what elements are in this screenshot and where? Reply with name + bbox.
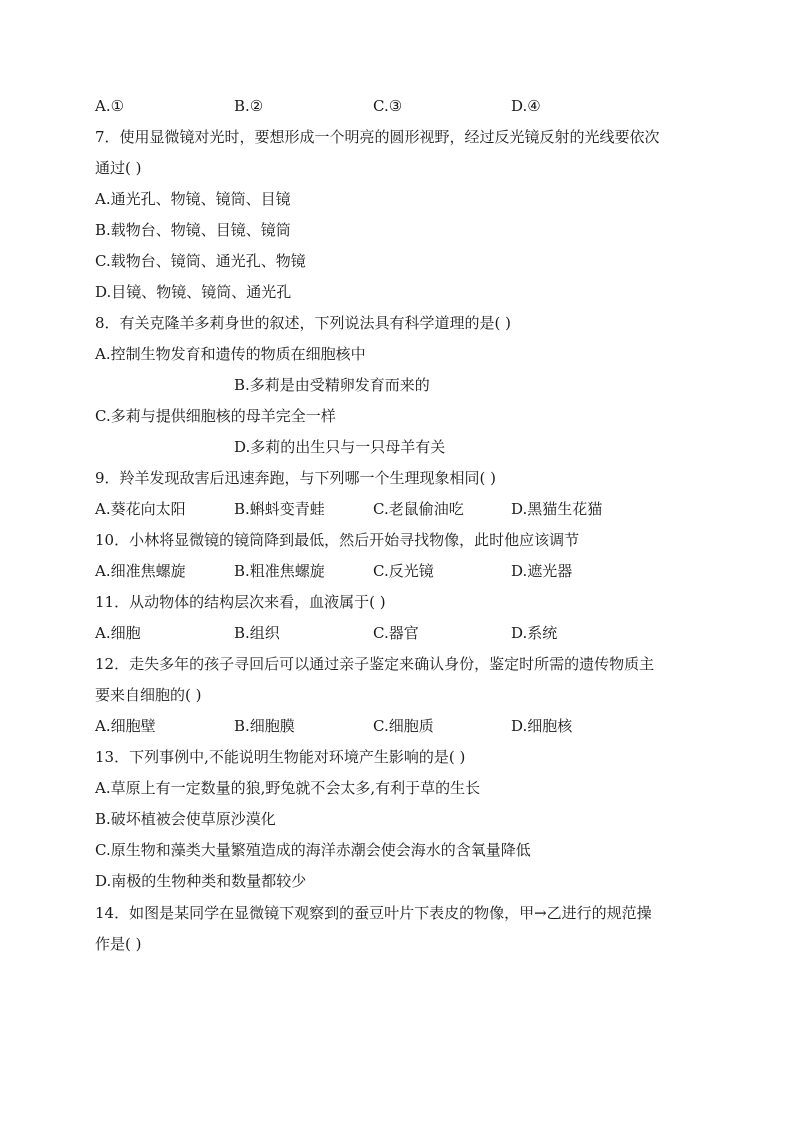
q10-stem: 10．小林将显微镜的镜筒降到最低，然后开始寻找物像，此时他应该调节	[95, 531, 580, 549]
q12-option-c: C.细胞质	[373, 717, 434, 735]
q9-option-c: C.老鼠偷油吃	[373, 500, 464, 518]
q11-option-b: B.组织	[234, 624, 280, 642]
q13-option-d: D.南极的生物种类和数量都较少	[95, 872, 307, 890]
q14-stem-line2: 作是( )	[95, 935, 142, 953]
q13-option-a: A.草原上有一定数量的狼,野兔就不会太多,有利于草的生长	[95, 779, 481, 797]
q13-stem: 13．下列事例中,不能说明生物能对环境产生影响的是( )	[95, 748, 466, 766]
q7-stem-line2: 通过( )	[95, 159, 142, 177]
q10-option-c: C.反光镜	[373, 562, 434, 580]
q8-option-a: A.控制生物发育和遗传的物质在细胞核中	[95, 345, 366, 363]
q9-option-b: B.蝌蚪变青蛙	[234, 500, 325, 518]
q9-stem: 9．羚羊发现敌害后迅速奔跑，与下列哪一个生理现象相同( )	[95, 469, 497, 487]
q8-option-b: B.多莉是由受精卵发育而来的	[234, 376, 430, 394]
q6-option-d: D.④	[511, 97, 541, 115]
q12-option-d: D.细胞核	[511, 717, 573, 735]
q12-stem-line2: 要来自细胞的( )	[95, 686, 202, 704]
q7-stem-line1: 7．使用显微镜对光时，要想形成一个明亮的圆形视野，经过反光镜反射的光线要依次	[95, 128, 660, 146]
q6-option-a: A.①	[95, 97, 125, 115]
q11-option-d: D.系统	[511, 624, 558, 642]
q14-stem-line1: 14．如图是某同学在显微镜下观察到的蚕豆叶片下表皮的物像，甲→乙进行的规范操	[95, 904, 652, 922]
q10-option-b: B.粗准焦螺旋	[234, 562, 325, 580]
q8-option-d: D.多莉的出生只与一只母羊有关	[234, 438, 446, 456]
q7-option-b: B.载物台、物镜、目镜、镜筒	[95, 221, 291, 239]
q7-option-c: C.载物台、镜筒、通光孔、物镜	[95, 252, 306, 270]
q10-option-d: D.遮光器	[511, 562, 573, 580]
q13-option-c: C.原生物和藻类大量繁殖造成的海洋赤潮会使会海水的含氧量降低	[95, 841, 531, 859]
q10-option-a: A.细准焦螺旋	[95, 562, 186, 580]
q9-option-a: A.葵花向太阳	[95, 500, 186, 518]
q13-option-b: B.破坏植被会使草原沙漠化	[95, 810, 276, 828]
q12-option-b: B.细胞膜	[234, 717, 295, 735]
q6-option-b: B.②	[234, 97, 264, 115]
q7-option-a: A.通光孔、物镜、镜筒、目镜	[95, 190, 291, 208]
q8-stem: 8．有关克隆羊多莉身世的叙述，下列说法具有科学道理的是( )	[95, 314, 512, 332]
q6-option-c: C.③	[373, 97, 403, 115]
q9-option-d: D.黑猫生花猫	[511, 500, 603, 518]
q11-option-a: A.细胞	[95, 624, 141, 642]
q8-option-c: C.多莉与提供细胞核的母羊完全一样	[95, 407, 336, 425]
q7-option-d: D.目镜、物镜、镜筒、通光孔	[95, 283, 292, 301]
q11-stem: 11．从动物体的结构层次来看，血液属于( )	[95, 593, 386, 611]
q12-option-a: A.细胞壁	[95, 717, 156, 735]
q11-option-c: C.器官	[373, 624, 419, 642]
q12-stem-line1: 12．走失多年的孩子寻回后可以通过亲子鉴定来确认身份，鉴定时所需的遗传物质主	[95, 655, 655, 673]
